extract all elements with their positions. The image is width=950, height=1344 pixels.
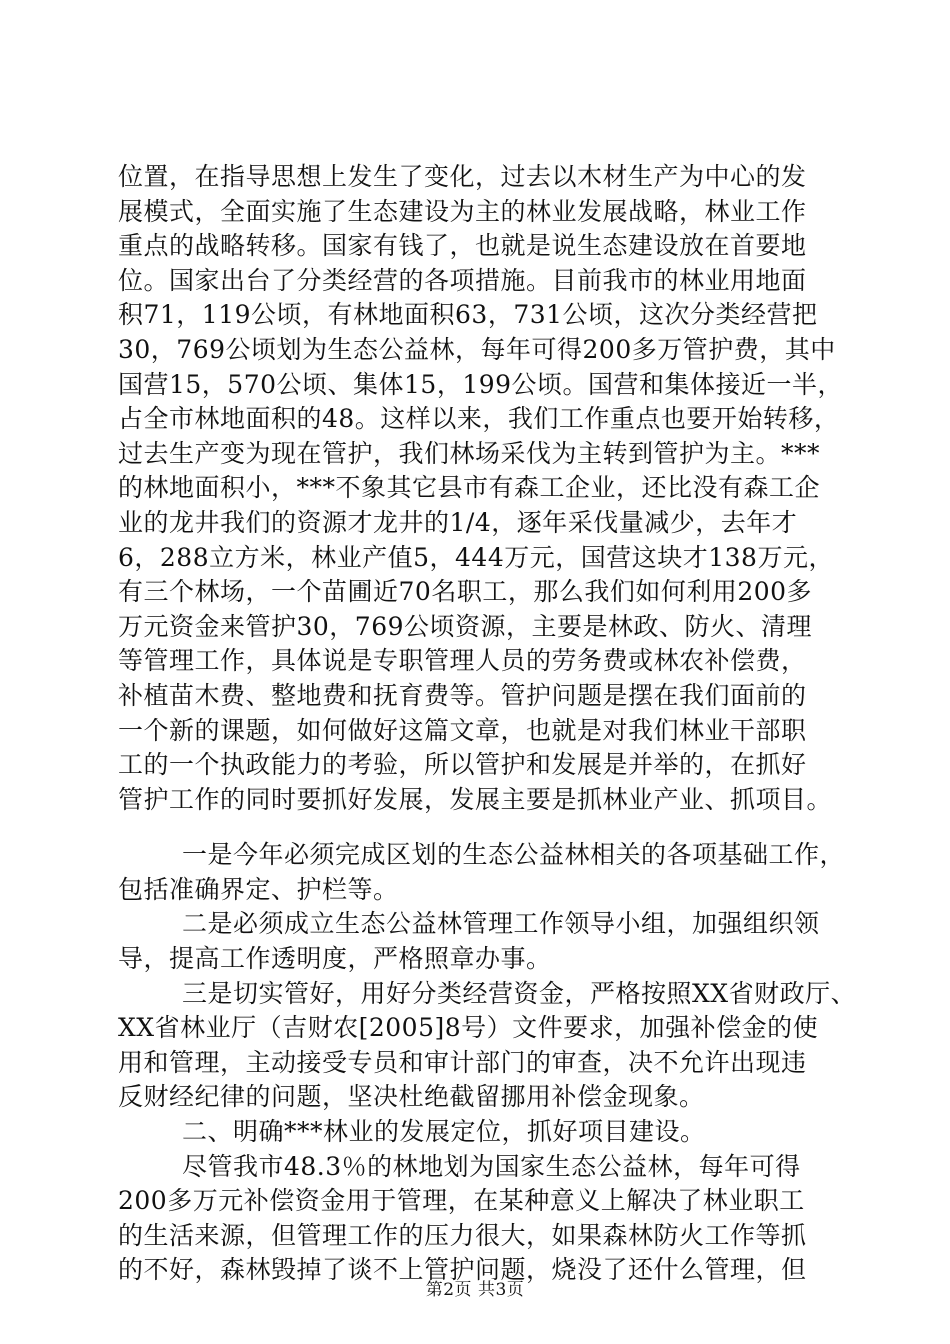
text-line: 三是切实管好，用好分类经营资金，严格按照XX省财政厅、 xyxy=(182,978,857,1008)
text-line: 一个新的课题，如何做好这篇文章，也就是对我们林业干部职 xyxy=(118,715,807,745)
text-line: 6，288立方米，林业产值5，444万元，国营这块才138万元， xyxy=(118,542,834,572)
text-line: 导，提高工作透明度，严格照章办事。 xyxy=(118,944,552,974)
point-1 xyxy=(118,838,846,907)
text-line: 补植苗木费、整地费和抚育费等。管护问题是摆在我们面前的 xyxy=(118,680,807,710)
text-line: 位置，在指导思想上发生了变化，过去以木材生产为中心的发 xyxy=(118,162,807,191)
page-footer: 第2页 共3页 xyxy=(425,1280,525,1300)
text-line: 200多万元补偿资金用于管理，在某种意义上解决了林业职工 xyxy=(118,1186,805,1216)
text-line: 30，769公顷划为生态公益林，每年可得200多万管护费，其中 xyxy=(118,334,836,364)
text-line: 管护工作的同时要抓好发展，发展主要是抓林业产业、抓项目。 xyxy=(118,784,833,814)
text-line: 有三个林场，一个苗圃近70名职工，那么我们如何利用200多 xyxy=(118,577,813,607)
text-line: 的不好，森林毁掉了谈不上管护问题，烧没了还什么管理，但 xyxy=(118,1255,807,1285)
section-heading: 二、明确***林业的发展定位，抓好项目建设。 xyxy=(182,1117,706,1147)
text-line: 尽管我市48.3％的林地划为国家生态公益林，每年可得 xyxy=(182,1151,801,1181)
text-line: 用和管理，主动接受专员和审计部门的审查，决不允许出现违 xyxy=(118,1047,807,1077)
text-line: 的生活来源，但管理工作的压力很大，如果森林防火工作等抓 xyxy=(118,1220,807,1250)
text-line: 重点的战略转移。国家有钱了，也就是说生态建设放在首要地 xyxy=(118,231,807,261)
text-line: 积71，119公顷，有林地面积63，731公顷，这次分类经营把 xyxy=(118,300,818,330)
text-line: 过去生产变为现在管护，我们林场采伐为主转到管护为主。*** xyxy=(118,438,821,468)
text-line: 展模式，全面实施了生态建设为主的林业发展战略，林业工作 xyxy=(118,196,807,226)
text-line: 反财经纪律的问题，坚决杜绝截留挪用补偿金现象。 xyxy=(118,1082,705,1112)
text-line: XX省林业厅（吉财农[2005]8号）文件要求，加强补偿金的使 xyxy=(118,1013,819,1043)
text-line: 业的龙井我们的资源才龙井的1/4，逐年采伐量减少，去年才 xyxy=(118,507,798,537)
paragraph-2 xyxy=(118,1150,838,1288)
text-line: 二是必须成立生态公益林管理工作领导小组，加强组织领 xyxy=(182,909,820,939)
point-2 xyxy=(118,907,838,976)
text-line: 的林地面积小，***不象其它县市有森工企业，还比没有森工企 xyxy=(118,473,821,503)
text-line: 包括准确界定、护栏等。 xyxy=(118,874,399,904)
paragraph-gap xyxy=(118,817,838,838)
text-line: 万元资金来管护30，769公顷资源，主要是林政、防火、清理 xyxy=(118,611,813,641)
text-line: 占全市林地面积的48。这样以来，我们工作重点也要开始转移， xyxy=(118,404,840,434)
paragraph-1 xyxy=(118,160,844,817)
text-line: 国营15，570公顷、集体15，199公顷。国营和集体接近一半， xyxy=(118,369,844,399)
text-line: 等管理工作，具体说是专职管理人员的劳务费或林农补偿费， xyxy=(118,646,807,676)
text-line: 一是今年必须完成区划的生态公益林相关的各项基础工作， xyxy=(182,840,846,870)
text-line: 位。国家出台了分类经营的各项措施。目前我市的林业用地面 xyxy=(118,265,807,295)
document-body xyxy=(118,160,857,1288)
text-line: 工的一个执政能力的考验，所以管护和发展是并举的，在抓好 xyxy=(118,750,807,780)
point-3 xyxy=(118,977,857,1115)
